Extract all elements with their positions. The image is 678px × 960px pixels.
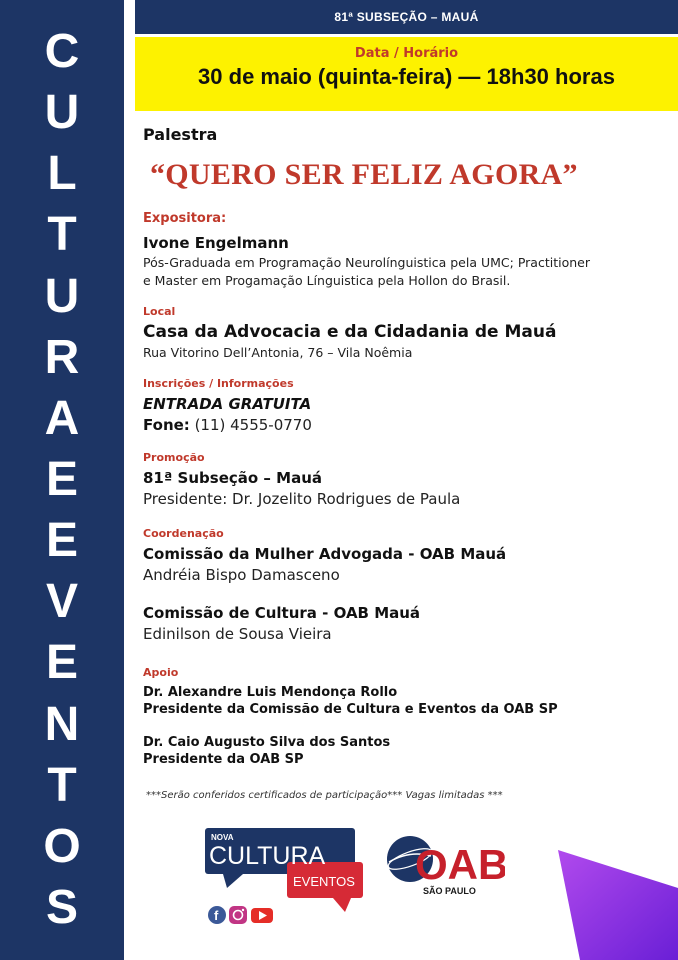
side-letter: E bbox=[45, 636, 78, 690]
oab-city: SÃO PAULO bbox=[423, 886, 476, 896]
date-label: Data / Horário bbox=[354, 46, 459, 61]
logo-nova-text: NOVA bbox=[211, 833, 234, 842]
promotion-label: Promoção bbox=[143, 451, 205, 464]
support-person-1-role: Presidente da Comissão de Cultura e Eventos da OAB SP bbox=[143, 702, 558, 717]
side-letter: N bbox=[44, 697, 80, 751]
coordination-label: Coordenação bbox=[143, 527, 224, 540]
phone-number: (11) 4555-0770 bbox=[194, 416, 312, 434]
commission-1-person: Andréia Bispo Damasceno bbox=[143, 566, 340, 584]
venue-section bbox=[143, 305, 653, 360]
registration-section bbox=[143, 377, 653, 434]
side-letter: A bbox=[44, 391, 80, 445]
venue-address: Rua Vitorino Dell’Antonia, 76 – Vila Noêmia bbox=[143, 345, 413, 360]
header-subsection: 81ª SUBSEÇÃO – MAUÁ bbox=[135, 0, 678, 34]
talk-title: “QUERO SER FELIZ AGORA” bbox=[150, 158, 578, 191]
speaker-section bbox=[143, 212, 653, 290]
side-letter: R bbox=[44, 330, 80, 384]
svg-text:f: f bbox=[214, 908, 219, 923]
coordination-section bbox=[143, 527, 653, 643]
side-letter: T bbox=[47, 758, 77, 812]
instagram-icon bbox=[229, 906, 247, 924]
side-letter: U bbox=[44, 269, 80, 323]
logo-eventos-text: EVENTOS bbox=[293, 874, 355, 889]
side-letter: C bbox=[44, 25, 80, 78]
support-person-1-name: Dr. Alexandre Luis Mendonça Rollo bbox=[143, 685, 398, 700]
side-letter: U bbox=[44, 86, 80, 140]
oab-letters: OAB bbox=[415, 841, 505, 888]
facebook-icon bbox=[208, 906, 226, 924]
speaker-label: Expositora: bbox=[143, 211, 227, 226]
commission-2-name: Comissão de Cultura - OAB Mauá bbox=[143, 604, 421, 622]
logo-cultura-text: CULTURA bbox=[209, 842, 326, 870]
phone-label: Fone: bbox=[143, 416, 190, 434]
promotion-name: 81ª Subseção – Mauá bbox=[143, 469, 322, 487]
decorative-purple-shape bbox=[540, 850, 678, 960]
commission-1-name: Comissão da Mulher Advogada - OAB Mauá bbox=[143, 545, 507, 563]
promotion-section bbox=[143, 451, 653, 508]
side-letter: E bbox=[45, 514, 78, 568]
support-label: Apoio bbox=[143, 666, 179, 679]
support-person-2-name: Dr. Caio Augusto Silva dos Santos bbox=[143, 735, 391, 750]
speaker-bio-line1: Pós-Graduada em Programação Neurolínguistica pela UMC; Practitioner bbox=[143, 255, 590, 270]
date-value: 30 de maio (quinta-feira) — 18h30 horas bbox=[198, 64, 615, 89]
side-letter: O bbox=[43, 819, 81, 873]
registration-label: Inscrições / Informações bbox=[143, 377, 294, 390]
nova-cultura-eventos-logo bbox=[205, 826, 365, 936]
side-letter: E bbox=[45, 452, 78, 506]
promotion-president: Presidente: Dr. Jozelito Rodrigues de Paula bbox=[143, 490, 461, 508]
registration-phone-row bbox=[143, 416, 653, 434]
venue-label: Local bbox=[143, 305, 176, 318]
talk-label: Palestra bbox=[143, 125, 218, 144]
side-letter: T bbox=[47, 208, 77, 262]
side-letter: S bbox=[45, 880, 78, 934]
side-letter: V bbox=[45, 575, 78, 629]
date-band bbox=[135, 37, 678, 111]
venue-name: Casa da Advocacia e da Cidadania de Mauá bbox=[143, 322, 557, 342]
commission-2-person: Edinilson de Sousa Vieira bbox=[143, 625, 332, 643]
side-vertical-text bbox=[0, 25, 124, 934]
support-person-2-role: Presidente da OAB SP bbox=[143, 752, 304, 767]
support-section bbox=[143, 666, 653, 767]
footnote: ***Serão conferidos certificados de participação*** Vagas limitadas *** bbox=[146, 790, 503, 801]
oab-sp-logo bbox=[385, 832, 505, 902]
side-band bbox=[0, 0, 124, 960]
side-letter: L bbox=[47, 147, 77, 201]
speaker-bio-line2: e Master em Progamação Línguistica pela Hollon do Brasil. bbox=[143, 273, 511, 288]
speaker-name: Ivone Engelmann bbox=[143, 234, 289, 252]
youtube-icon bbox=[251, 908, 273, 923]
registration-entry: ENTRADA GRATUITA bbox=[143, 395, 312, 413]
